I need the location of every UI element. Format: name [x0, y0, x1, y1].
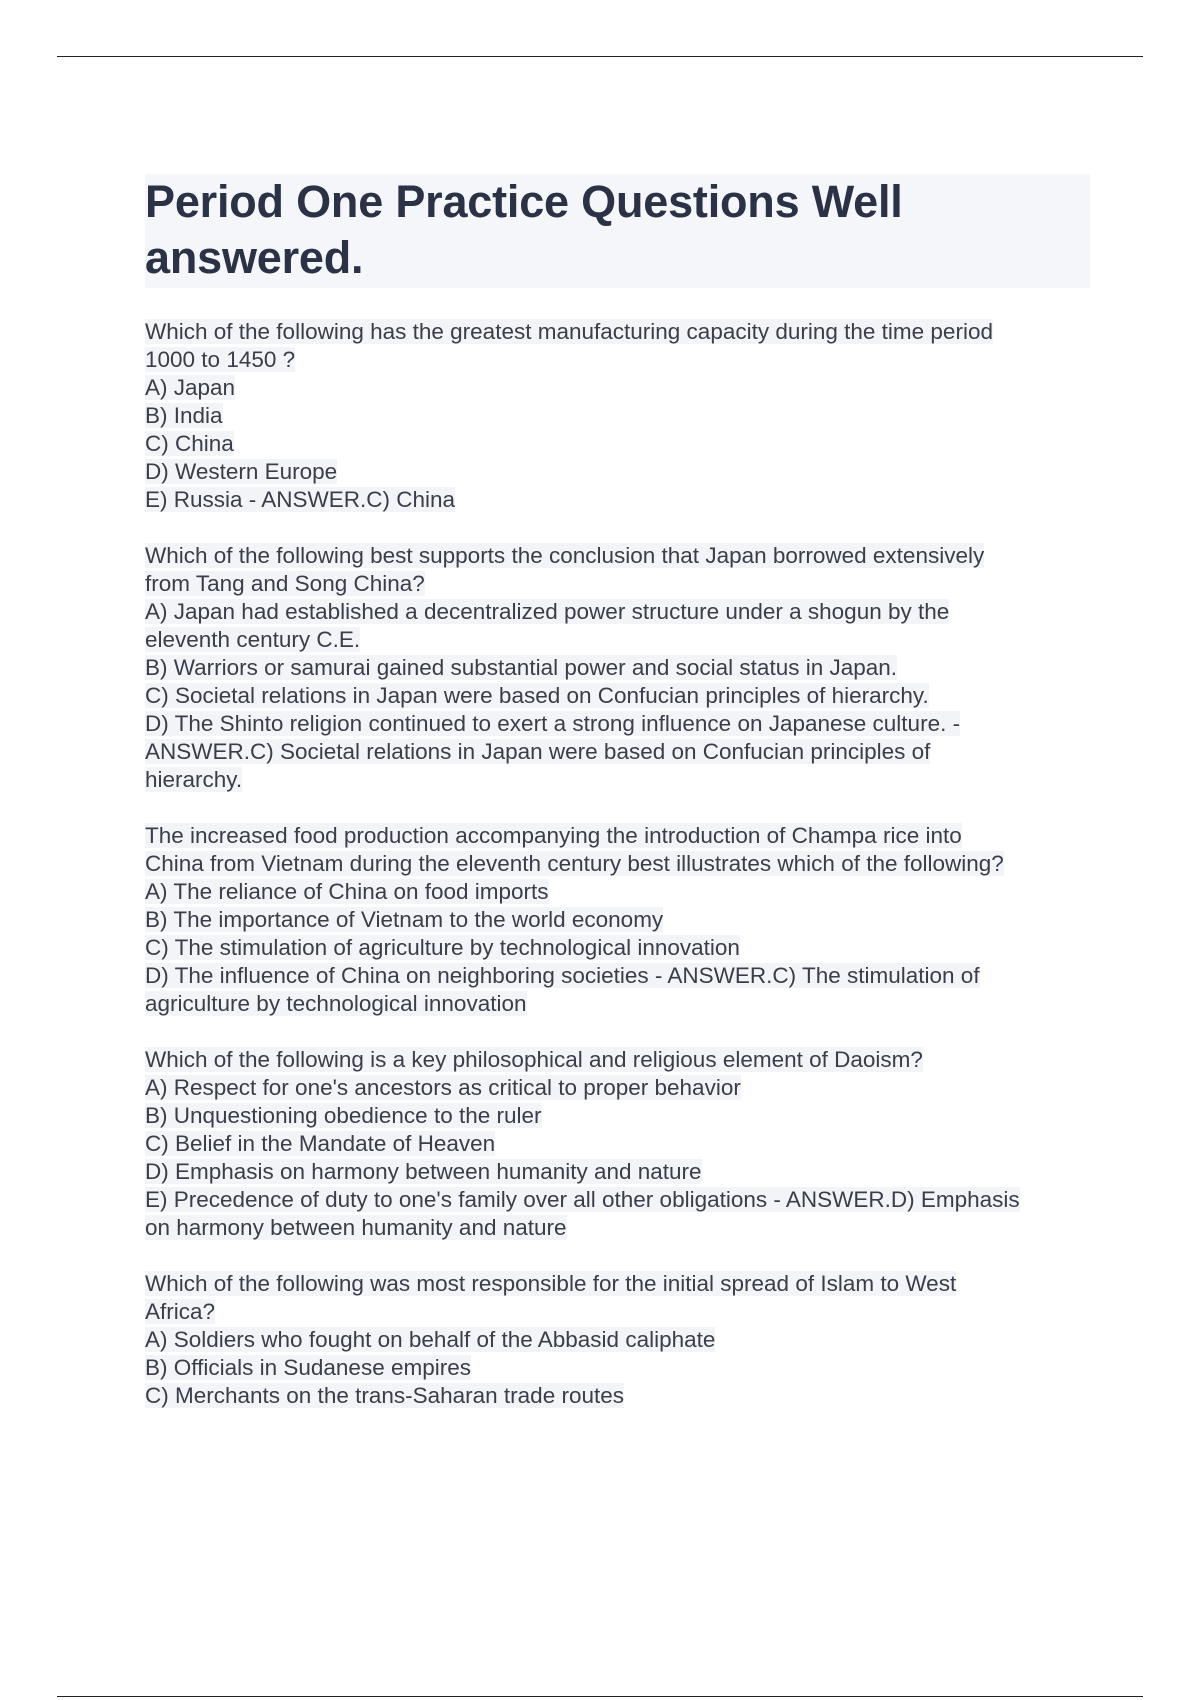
document-body: [145, 174, 1090, 1438]
answer-option-with-answer: E) Russia - ANSWER.C) China: [145, 487, 456, 512]
answer-option: C) China: [145, 431, 234, 456]
answer-option: B) Unquestioning obedience to the ruler: [145, 1103, 542, 1128]
question-text-line: Which of the following best supports the conclusion that Japan borrowed extensively: [145, 543, 985, 568]
answer-option: D) The influence of China on neighboring societies - ANSWER.C) The stimulation of: [145, 963, 980, 988]
question-block-4: [145, 1046, 1090, 1242]
question-text-line: China from Vietnam during the eleventh century best illustrates which of the following?: [145, 851, 1004, 876]
answer-option: C) Belief in the Mandate of Heaven: [145, 1131, 496, 1156]
answer-option: A) Soldiers who fought on behalf of the Abbasid caliphate: [145, 1327, 716, 1352]
answer-option: eleventh century C.E.: [145, 627, 361, 652]
answer-option: C) Societal relations in Japan were based on Confucian principles of hierarchy.: [145, 683, 929, 708]
answer-option: B) Officials in Sudanese empires: [145, 1355, 471, 1380]
question-text-line: 1000 to 1450 ?: [145, 347, 296, 372]
question-block-1: [145, 318, 1090, 514]
answer-option: A) Japan had established a decentralized power structure under a shogun by the: [145, 599, 950, 624]
answer-option: A) Japan: [145, 375, 236, 400]
question-text-line: Which of the following was most responsible for the initial spread of Islam to West: [145, 1271, 957, 1296]
answer-option: D) The Shinto religion continued to exert a strong influence on Japanese culture. -: [145, 711, 961, 736]
question-text-line: The increased food production accompanying the introduction of Champa rice into: [145, 823, 962, 848]
answer-option: D) Western Europe: [145, 459, 338, 484]
answer-option: C) Merchants on the trans-Saharan trade routes: [145, 1383, 624, 1408]
footer-rule: [57, 1696, 1143, 1697]
answer-option: D) Emphasis on harmony between humanity and nature: [145, 1159, 702, 1184]
question-text-line: from Tang and Song China?: [145, 571, 425, 596]
answer-option: B) The importance of Vietnam to the world economy: [145, 907, 664, 932]
answer-text-line: ANSWER.C) Societal relations in Japan were based on Confucian principles of: [145, 739, 931, 764]
question-text-line: Which of the following is a key philosophical and religious element of Daoism?: [145, 1047, 923, 1072]
answer-option: A) The reliance of China on food imports: [145, 879, 549, 904]
answer-text-line: hierarchy.: [145, 767, 243, 792]
answer-option: E) Precedence of duty to one's family over all other obligations - ANSWER.D) Emphasis: [145, 1187, 1020, 1212]
answer-text-line: agriculture by technological innovation: [145, 991, 527, 1016]
question-block-5: [145, 1270, 1090, 1410]
header-rule: [57, 56, 1143, 57]
page-title: Period One Practice Questions Well answered.: [145, 176, 903, 283]
question-block-2: [145, 542, 1090, 794]
answer-option: A) Respect for one's ancestors as critical to proper behavior: [145, 1075, 741, 1100]
question-block-3: [145, 822, 1090, 1018]
answer-option: B) India: [145, 403, 223, 428]
answer-option: C) The stimulation of agriculture by technological innovation: [145, 935, 740, 960]
question-text-line: Which of the following has the greatest manufacturing capacity during the time period: [145, 319, 993, 344]
answer-option: B) Warriors or samurai gained substantial power and social status in Japan.: [145, 655, 898, 680]
title-block: [145, 174, 1090, 288]
answer-text-line: on harmony between humanity and nature: [145, 1215, 567, 1240]
question-text-line: Africa?: [145, 1299, 216, 1324]
